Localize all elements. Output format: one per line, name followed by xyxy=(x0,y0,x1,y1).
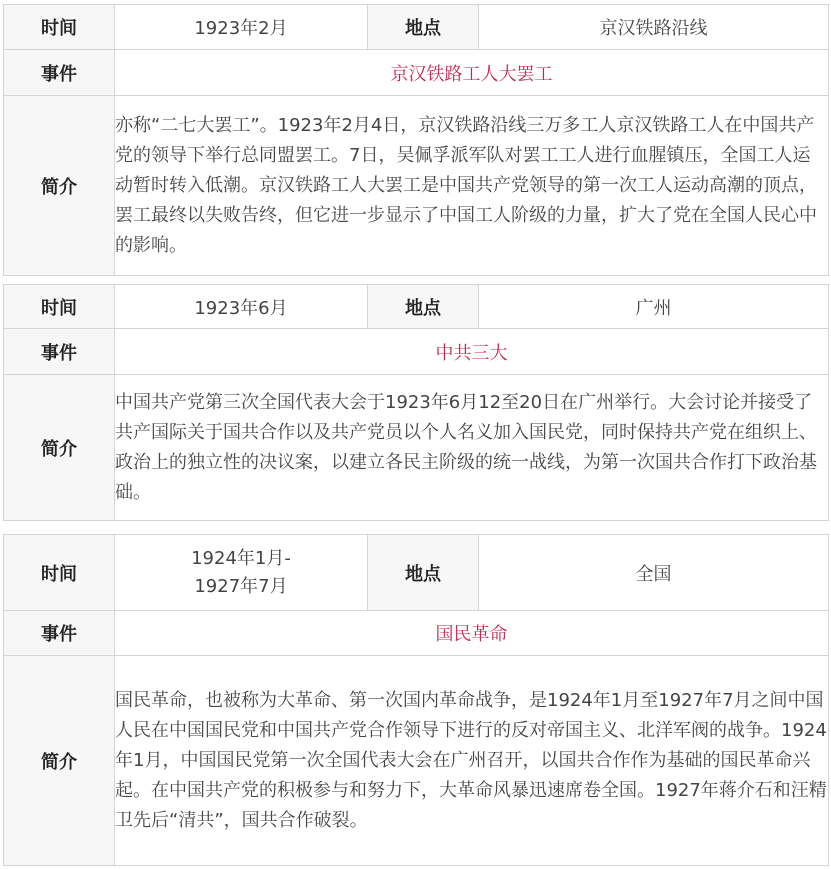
event-row xyxy=(4,50,829,96)
place-label: 地点 xyxy=(368,5,479,50)
time-row xyxy=(4,5,829,50)
place-value: 全国 xyxy=(479,535,829,611)
intro-label: 简介 xyxy=(4,656,115,866)
time-value xyxy=(115,535,368,611)
intro-label: 简介 xyxy=(4,375,115,521)
time-value: 1923年6月 xyxy=(115,285,368,329)
event-label: 事件 xyxy=(4,611,115,656)
event-description: 国民革命，也被称为大革命、第一次国内革命战争，是1924年1月至1927年7月之间中国人民在中国国民党和中国共产党合作领导下进行的反对帝国主义、北洋军阀的战争。1924年1月，中国国民党第一次全国代表大会在广州召开，以国共合作作为基础的国民革命兴起。在中国共产党的积极参与和努力下，大革命风暴迅速席卷全国。1927年蒋介石和汪精卫先后“清共”，国共合作破裂。 xyxy=(115,656,829,866)
place-value: 广州 xyxy=(479,285,829,329)
time-row xyxy=(4,285,829,329)
event-row xyxy=(4,329,829,375)
event-row xyxy=(4,611,829,656)
event-description: 中国共产党第三次全国代表大会于1923年6月12至20日在广州举行。大会讨论并接受了共产国际关于国共合作以及共产党员以个人名义加入国民党，同时保持共产党在组织上、政治上的独立性的决议案，以建立各民主阶级的统一战线，为第一次国共合作打下政治基础。 xyxy=(115,375,829,521)
time-value: 1923年2月 xyxy=(115,5,368,50)
time-start: 1924年1月- xyxy=(191,547,291,569)
intro-row xyxy=(4,375,829,521)
time-label: 时间 xyxy=(4,5,115,50)
intro-row xyxy=(4,656,829,866)
place-value: 京汉铁路沿线 xyxy=(479,5,829,50)
event-name: 国民革命 xyxy=(115,611,829,656)
time-label: 时间 xyxy=(4,285,115,329)
time-label: 时间 xyxy=(4,535,115,611)
intro-label: 简介 xyxy=(4,96,115,276)
event-name: 中共三大 xyxy=(115,329,829,375)
time-end: 1927年7月 xyxy=(194,575,288,597)
place-label: 地点 xyxy=(368,285,479,329)
event-table-1 xyxy=(3,4,829,276)
event-label: 事件 xyxy=(4,50,115,96)
intro-row xyxy=(4,96,829,276)
place-label: 地点 xyxy=(368,535,479,611)
event-label: 事件 xyxy=(4,329,115,375)
event-description: 亦称“二七大罢工”。1923年2月4日，京汉铁路沿线三万多工人京汉铁路工人在中国共产党的领导下举行总同盟罢工。7日，吴佩孚派军队对罢工工人进行血腥镇压，全国工人运动暂时转入低潮。京汉铁路工人大罢工是中国共产党领导的第一次工人运动高潮的顶点，罢工最终以失败告终，但它进一步显示了中国工人阶级的力量，扩大了党在全国人民心中的影响。 xyxy=(115,96,829,276)
event-table-2 xyxy=(3,284,829,521)
time-row xyxy=(4,535,829,611)
event-name: 京汉铁路工人大罢工 xyxy=(115,50,829,96)
event-table-3 xyxy=(3,534,829,866)
